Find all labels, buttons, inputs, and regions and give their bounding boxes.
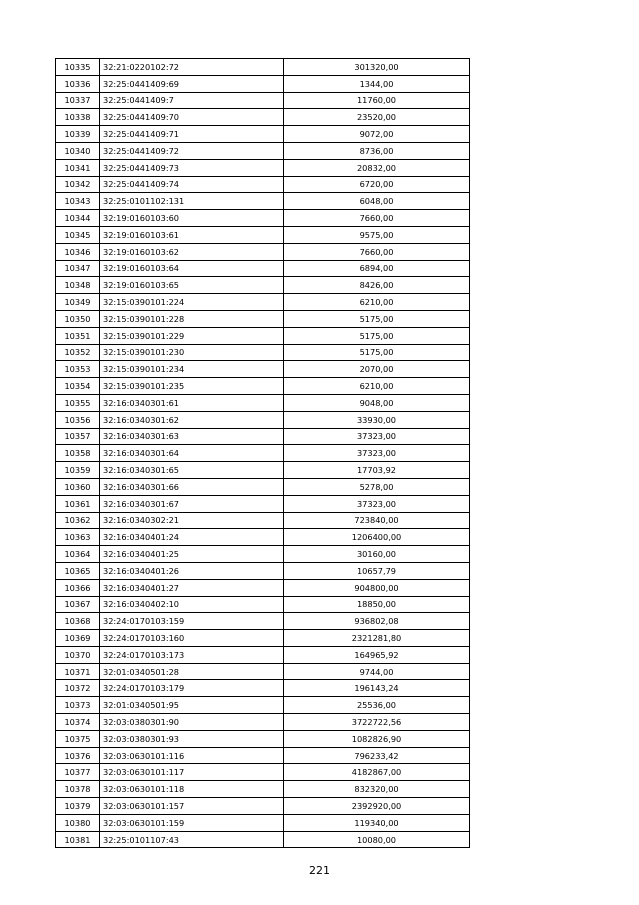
row-number-cell: 10367 (56, 596, 100, 613)
value-cell: 11760,00 (284, 92, 470, 109)
cadastral-number-cell: 32:19:0160103:65 (100, 277, 284, 294)
value-cell: 37323,00 (284, 495, 470, 512)
value-cell: 1344,00 (284, 75, 470, 92)
row-number-cell: 10345 (56, 226, 100, 243)
value-cell: 4182867,00 (284, 764, 470, 781)
cadastral-number-cell: 32:19:0160103:62 (100, 243, 284, 260)
table-row (56, 109, 470, 126)
table-row (56, 697, 470, 714)
value-cell: 196143,24 (284, 680, 470, 697)
value-cell: 904800,00 (284, 579, 470, 596)
value-cell: 30160,00 (284, 546, 470, 563)
value-cell: 20832,00 (284, 159, 470, 176)
table-row (56, 344, 470, 361)
cadastral-number-cell: 32:15:0390101:235 (100, 378, 284, 395)
table-row (56, 277, 470, 294)
value-cell: 6894,00 (284, 260, 470, 277)
row-number-cell: 10360 (56, 478, 100, 495)
row-number-cell: 10341 (56, 159, 100, 176)
table-row (56, 646, 470, 663)
table-row (56, 176, 470, 193)
value-cell: 1206400,00 (284, 529, 470, 546)
value-cell: 5278,00 (284, 478, 470, 495)
value-cell: 9575,00 (284, 226, 470, 243)
cadastral-number-cell: 32:16:0340401:26 (100, 562, 284, 579)
table-row (56, 462, 470, 479)
row-number-cell: 10375 (56, 730, 100, 747)
value-cell: 6048,00 (284, 193, 470, 210)
row-number-cell: 10349 (56, 294, 100, 311)
cadastral-number-cell: 32:19:0160103:64 (100, 260, 284, 277)
row-number-cell: 10356 (56, 411, 100, 428)
value-cell: 1082826,90 (284, 730, 470, 747)
row-number-cell: 10374 (56, 714, 100, 731)
cadastral-number-cell: 32:24:0170103:179 (100, 680, 284, 697)
value-cell: 9744,00 (284, 663, 470, 680)
row-number-cell: 10335 (56, 59, 100, 76)
table-row (56, 210, 470, 227)
row-number-cell: 10354 (56, 378, 100, 395)
value-cell: 9048,00 (284, 394, 470, 411)
table-row (56, 814, 470, 831)
value-cell: 9072,00 (284, 126, 470, 143)
value-cell: 2321281,80 (284, 630, 470, 647)
table-row (56, 226, 470, 243)
value-cell: 33930,00 (284, 411, 470, 428)
row-number-cell: 10372 (56, 680, 100, 697)
cadastral-number-cell: 32:03:0380301:93 (100, 730, 284, 747)
value-cell: 164965,92 (284, 646, 470, 663)
cadastral-number-cell: 32:16:0340402:10 (100, 596, 284, 613)
value-cell: 6720,00 (284, 176, 470, 193)
value-cell: 723840,00 (284, 512, 470, 529)
page-number: 221 (309, 864, 330, 877)
row-number-cell: 10336 (56, 75, 100, 92)
row-number-cell: 10355 (56, 394, 100, 411)
row-number-cell: 10352 (56, 344, 100, 361)
value-cell: 796233,42 (284, 747, 470, 764)
row-number-cell: 10353 (56, 361, 100, 378)
cadastral-number-cell: 32:25:0441409:69 (100, 75, 284, 92)
value-cell: 37323,00 (284, 445, 470, 462)
row-number-cell: 10358 (56, 445, 100, 462)
table-row (56, 546, 470, 563)
table-row (56, 260, 470, 277)
table-row (56, 613, 470, 630)
cadastral-number-cell: 32:16:0340401:24 (100, 529, 284, 546)
cadastral-number-cell: 32:25:0441409:7 (100, 92, 284, 109)
value-cell: 936802,08 (284, 613, 470, 630)
value-cell: 18850,00 (284, 596, 470, 613)
row-number-cell: 10361 (56, 495, 100, 512)
value-cell: 2070,00 (284, 361, 470, 378)
row-number-cell: 10348 (56, 277, 100, 294)
value-cell: 832320,00 (284, 781, 470, 798)
table-row (56, 445, 470, 462)
cadastral-number-cell: 32:19:0160103:60 (100, 210, 284, 227)
cadastral-number-cell: 32:16:0340301:67 (100, 495, 284, 512)
cadastral-number-cell: 32:25:0101107:43 (100, 831, 284, 848)
cadastral-number-cell: 32:16:0340301:65 (100, 462, 284, 479)
cadastral-number-cell: 32:15:0390101:228 (100, 310, 284, 327)
value-cell: 10657,79 (284, 562, 470, 579)
row-number-cell: 10350 (56, 310, 100, 327)
table-row (56, 562, 470, 579)
value-cell: 7660,00 (284, 210, 470, 227)
table-row (56, 798, 470, 815)
row-number-cell: 10343 (56, 193, 100, 210)
row-number-cell: 10369 (56, 630, 100, 647)
cadastral-number-cell: 32:16:0340301:62 (100, 411, 284, 428)
row-number-cell: 10363 (56, 529, 100, 546)
row-number-cell: 10346 (56, 243, 100, 260)
cadastral-value-table (55, 58, 470, 848)
table-row (56, 75, 470, 92)
value-cell: 301320,00 (284, 59, 470, 76)
value-cell: 5175,00 (284, 327, 470, 344)
table-row (56, 361, 470, 378)
table-row (56, 730, 470, 747)
row-number-cell: 10338 (56, 109, 100, 126)
value-cell: 10080,00 (284, 831, 470, 848)
cadastral-number-cell: 32:25:0441409:71 (100, 126, 284, 143)
table-row (56, 193, 470, 210)
cadastral-number-cell: 32:03:0630101:157 (100, 798, 284, 815)
cadastral-number-cell: 32:16:0340301:63 (100, 428, 284, 445)
table-row (56, 680, 470, 697)
cadastral-number-cell: 32:01:0340501:28 (100, 663, 284, 680)
table-row (56, 714, 470, 731)
value-cell: 37323,00 (284, 428, 470, 445)
value-cell: 6210,00 (284, 294, 470, 311)
row-number-cell: 10380 (56, 814, 100, 831)
cadastral-number-cell: 32:24:0170103:159 (100, 613, 284, 630)
cadastral-number-cell: 32:21:0220102:72 (100, 59, 284, 76)
cadastral-number-cell: 32:15:0390101:234 (100, 361, 284, 378)
row-number-cell: 10340 (56, 142, 100, 159)
table-row (56, 495, 470, 512)
value-cell: 7660,00 (284, 243, 470, 260)
cadastral-number-cell: 32:24:0170103:173 (100, 646, 284, 663)
table-row (56, 394, 470, 411)
table-row (56, 781, 470, 798)
table-row (56, 294, 470, 311)
row-number-cell: 10376 (56, 747, 100, 764)
table-row (56, 630, 470, 647)
table-row (56, 327, 470, 344)
row-number-cell: 10378 (56, 781, 100, 798)
row-number-cell: 10339 (56, 126, 100, 143)
table-row (56, 831, 470, 848)
cadastral-number-cell: 32:16:0340301:64 (100, 445, 284, 462)
cadastral-number-cell: 32:25:0441409:72 (100, 142, 284, 159)
row-number-cell: 10347 (56, 260, 100, 277)
cadastral-number-cell: 32:03:0630101:117 (100, 764, 284, 781)
row-number-cell: 10364 (56, 546, 100, 563)
cadastral-number-cell: 32:15:0390101:229 (100, 327, 284, 344)
cadastral-number-cell: 32:25:0101102:131 (100, 193, 284, 210)
cadastral-number-cell: 32:03:0380301:90 (100, 714, 284, 731)
table-row (56, 411, 470, 428)
value-cell: 3722722,56 (284, 714, 470, 731)
cadastral-number-cell: 32:25:0441409:70 (100, 109, 284, 126)
row-number-cell: 10371 (56, 663, 100, 680)
value-cell: 17703,92 (284, 462, 470, 479)
table-row (56, 764, 470, 781)
value-cell: 23520,00 (284, 109, 470, 126)
value-cell: 119340,00 (284, 814, 470, 831)
cadastral-number-cell: 32:24:0170103:160 (100, 630, 284, 647)
table-row (56, 310, 470, 327)
row-number-cell: 10366 (56, 579, 100, 596)
table-row (56, 747, 470, 764)
value-cell: 8426,00 (284, 277, 470, 294)
row-number-cell: 10379 (56, 798, 100, 815)
table-row (56, 159, 470, 176)
cadastral-number-cell: 32:03:0630101:159 (100, 814, 284, 831)
cadastral-number-cell: 32:15:0390101:224 (100, 294, 284, 311)
table-row (56, 512, 470, 529)
table-row (56, 126, 470, 143)
cadastral-number-cell: 32:01:0340501:95 (100, 697, 284, 714)
cadastral-number-cell: 32:25:0441409:74 (100, 176, 284, 193)
cadastral-number-cell: 32:25:0441409:73 (100, 159, 284, 176)
row-number-cell: 10362 (56, 512, 100, 529)
row-number-cell: 10368 (56, 613, 100, 630)
table-row (56, 243, 470, 260)
row-number-cell: 10351 (56, 327, 100, 344)
table-row (56, 59, 470, 76)
cadastral-number-cell: 32:03:0630101:118 (100, 781, 284, 798)
cadastral-number-cell: 32:03:0630101:116 (100, 747, 284, 764)
value-cell: 2392920,00 (284, 798, 470, 815)
table-row (56, 529, 470, 546)
row-number-cell: 10377 (56, 764, 100, 781)
table-row (56, 92, 470, 109)
table-row (56, 378, 470, 395)
table-row (56, 428, 470, 445)
cadastral-number-cell: 32:16:0340302:21 (100, 512, 284, 529)
cadastral-number-cell: 32:16:0340301:66 (100, 478, 284, 495)
table-row (56, 142, 470, 159)
value-cell: 5175,00 (284, 344, 470, 361)
row-number-cell: 10381 (56, 831, 100, 848)
row-number-cell: 10337 (56, 92, 100, 109)
cadastral-number-cell: 32:16:0340301:61 (100, 394, 284, 411)
row-number-cell: 10357 (56, 428, 100, 445)
table-row (56, 596, 470, 613)
table-body (56, 59, 470, 848)
cadastral-number-cell: 32:16:0340401:25 (100, 546, 284, 563)
row-number-cell: 10370 (56, 646, 100, 663)
cadastral-number-cell: 32:19:0160103:61 (100, 226, 284, 243)
table-row (56, 663, 470, 680)
row-number-cell: 10342 (56, 176, 100, 193)
table-row (56, 478, 470, 495)
value-cell: 5175,00 (284, 310, 470, 327)
row-number-cell: 10365 (56, 562, 100, 579)
value-cell: 25536,00 (284, 697, 470, 714)
row-number-cell: 10359 (56, 462, 100, 479)
value-cell: 8736,00 (284, 142, 470, 159)
value-cell: 6210,00 (284, 378, 470, 395)
row-number-cell: 10344 (56, 210, 100, 227)
row-number-cell: 10373 (56, 697, 100, 714)
cadastral-number-cell: 32:16:0340401:27 (100, 579, 284, 596)
table-row (56, 579, 470, 596)
cadastral-number-cell: 32:15:0390101:230 (100, 344, 284, 361)
